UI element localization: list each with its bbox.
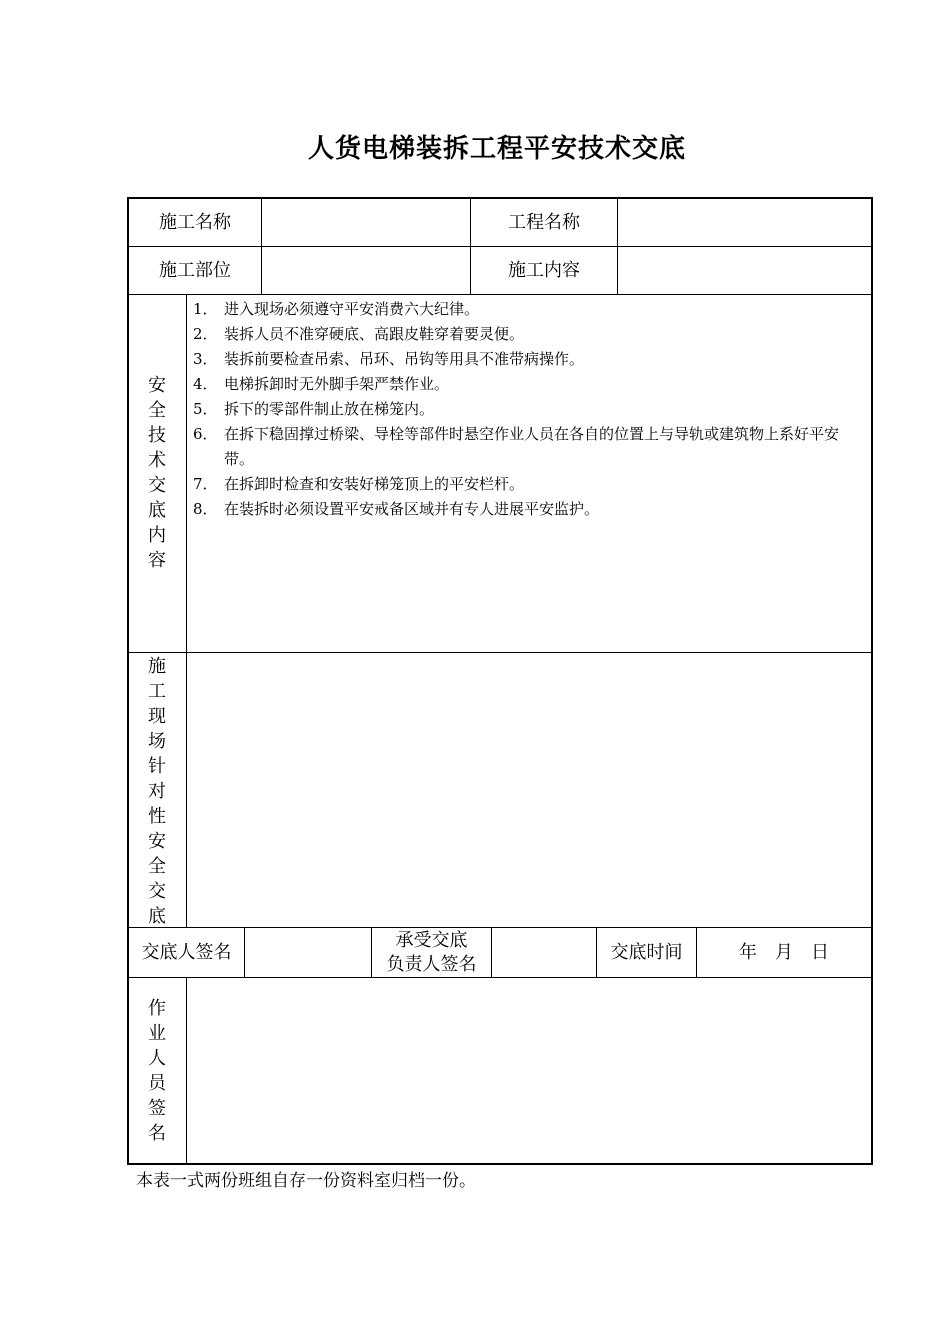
row-divider (127, 652, 873, 653)
item-number: 6． (193, 425, 218, 443)
item-text: 装拆人员不准穿硬底、高跟皮鞋穿着要灵便。 (224, 325, 525, 343)
table-border-right (871, 197, 873, 1165)
label-char: 技 (148, 425, 166, 446)
item-number: 8． (193, 500, 218, 518)
label-char: 全 (148, 400, 166, 421)
safety-content-label (142, 373, 172, 573)
label-char: 交 (148, 475, 166, 496)
receiver-label-line2: 负责人签名 (386, 953, 477, 975)
item-number: 3． (193, 350, 218, 368)
construction-part-label: 施工部位 (159, 259, 231, 281)
label-char: 性 (148, 806, 166, 827)
discloser-signature-label: 交底人签名 (141, 941, 232, 963)
item-text: 在拆下稳固撑过桥梁、导栓等部件时悬空作业人员在各自的位置上与导轨或建筑物上系好平安带。 (224, 425, 840, 468)
column-divider (186, 294, 187, 927)
label-char: 底 (148, 906, 166, 927)
label-char: 内 (148, 525, 166, 546)
label-char: 现 (148, 706, 166, 727)
receiver-signature-label (372, 928, 491, 977)
label-char: 交 (148, 881, 166, 902)
site-specific-safety-field[interactable] (188, 654, 870, 926)
receiver-signature-field[interactable] (492, 928, 596, 977)
item-number: 4． (193, 375, 218, 393)
item-text: 装拆前要检查吊索、吊环、吊钩等用具不准带病操作。 (224, 350, 585, 368)
project-name-label: 工程名称 (508, 211, 580, 233)
row-divider (127, 977, 873, 978)
table-border-bottom (127, 1163, 873, 1165)
label-char: 名 (148, 1123, 166, 1144)
document-title: 人货电梯装拆工程平安技术交底 (307, 134, 686, 164)
label-char: 施 (148, 656, 166, 677)
label-char: 安 (148, 375, 166, 396)
label-char: 底 (148, 500, 166, 521)
label-char: 工 (148, 681, 166, 702)
label-char: 场 (148, 731, 166, 752)
list-item (193, 297, 868, 322)
list-item (193, 347, 868, 372)
label-char: 人 (148, 1048, 166, 1069)
list-item (193, 472, 868, 497)
list-item (193, 422, 868, 472)
label-char: 对 (148, 781, 166, 802)
label-char: 业 (148, 1023, 166, 1044)
item-number: 5． (193, 400, 218, 418)
item-text: 进入现场必须遵守平安消费六大纪律。 (224, 300, 480, 318)
worker-signature-field[interactable] (188, 979, 870, 1162)
construction-part-field[interactable] (262, 247, 470, 294)
column-divider (186, 977, 187, 1164)
label-char: 术 (148, 450, 166, 471)
label-char: 员 (148, 1073, 166, 1094)
item-text: 电梯拆卸时无外脚手架严禁作业。 (224, 375, 450, 393)
label-char: 安 (148, 831, 166, 852)
item-text: 在拆卸时检查和安装好梯笼顶上的平安栏杆。 (224, 475, 525, 493)
safety-items-list (193, 297, 868, 522)
item-number: 1． (193, 300, 218, 318)
label-char: 作 (148, 998, 166, 1019)
discloser-signature-field[interactable] (245, 928, 371, 977)
table-border-left (127, 197, 129, 1165)
list-item (193, 497, 868, 522)
construction-name-label: 施工名称 (159, 211, 231, 233)
label-char: 全 (148, 856, 166, 877)
item-number: 7． (193, 475, 218, 493)
item-text: 在装拆时必须设置平安戒备区域并有专人进展平安监护。 (224, 500, 600, 518)
label-char: 签 (148, 1098, 166, 1119)
disclosure-time-label: 交底时间 (610, 941, 683, 963)
item-text: 拆下的零部件制止放在梯笼内。 (224, 400, 435, 418)
list-item (193, 322, 868, 347)
project-name-field[interactable] (618, 199, 871, 246)
list-item (193, 397, 868, 422)
construction-name-field[interactable] (262, 199, 470, 246)
row-divider (127, 294, 873, 295)
footer-note: 本表一式两份班组自存一份资料室归档一份。 (136, 1171, 476, 1191)
receiver-label-line1: 承受交底 (395, 929, 468, 951)
list-item (193, 372, 868, 397)
disclosure-date-field[interactable]: 年 月 日 (739, 941, 829, 963)
label-char: 针 (148, 756, 166, 777)
label-char: 容 (148, 550, 166, 571)
worker-signature-label (142, 996, 172, 1146)
construction-content-label: 施工内容 (508, 259, 580, 281)
item-number: 2． (193, 325, 218, 343)
construction-content-field[interactable] (618, 247, 871, 294)
site-specific-safety-label (142, 654, 172, 929)
